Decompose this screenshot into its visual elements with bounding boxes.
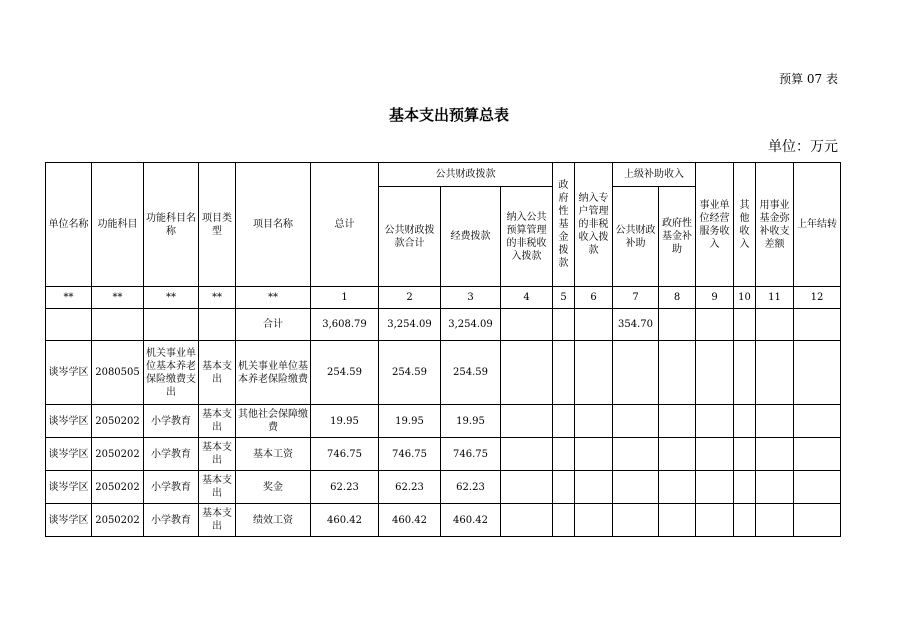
budget-table	[45, 162, 841, 537]
cell-item: 绩效工资	[236, 504, 311, 537]
cell-total: 460.42	[311, 504, 379, 537]
header-fund-balance: 用事业基金弥补收支差额	[756, 163, 794, 287]
header-gov-fund: 政府性基金拨款	[553, 163, 575, 287]
table-row	[46, 341, 841, 405]
cell-public-total: 19.95	[379, 405, 441, 438]
header-public-fiscal-total: 公共财政拨款合计	[379, 187, 441, 287]
header-nontax-budget: 纳入公共预算管理的非税收入拨款	[501, 187, 553, 287]
table-row	[46, 471, 841, 504]
header-unit-name: 单位名称	[46, 163, 92, 287]
header-total: 总计	[311, 163, 379, 287]
cell-type: 基本支出	[199, 471, 236, 504]
header-superior-fund: 政府性基金补助	[659, 187, 696, 287]
header-func-name: 功能科目名称	[144, 163, 199, 287]
cell-func-name: 机关事业单位基本养老保险缴费支出	[144, 341, 199, 405]
cell-code: 2080505	[92, 341, 144, 405]
cell-type: 基本支出	[199, 438, 236, 471]
index-cell: 8	[659, 287, 696, 309]
index-cell: 9	[696, 287, 734, 309]
header-funding: 经费拨款	[441, 187, 501, 287]
index-cell: 7	[613, 287, 659, 309]
index-cell: **	[92, 287, 144, 309]
cell-code: 2050202	[92, 504, 144, 537]
index-cell: 4	[501, 287, 553, 309]
header-superior-public: 公共财政补助	[613, 187, 659, 287]
header-carryover: 上年结转	[794, 163, 841, 287]
cell-funding: 460.42	[441, 504, 501, 537]
cell-unit: 谈岑学区	[46, 504, 92, 537]
header-other-income: 其他收入	[734, 163, 756, 287]
total-public-fiscal: 3,254.09	[379, 309, 441, 341]
index-cell: 10	[734, 287, 756, 309]
cell-type: 基本支出	[199, 504, 236, 537]
cell-code: 2050202	[92, 471, 144, 504]
cell-total: 746.75	[311, 438, 379, 471]
header-func-code: 功能科目	[92, 163, 144, 287]
cell-funding: 19.95	[441, 405, 501, 438]
form-number: 预算 07 表	[779, 72, 838, 86]
cell-func-name: 小学教育	[144, 471, 199, 504]
cell-unit: 谈岑学区	[46, 405, 92, 438]
cell-type: 基本支出	[199, 405, 236, 438]
cell-item: 机关事业单位基本养老保险缴费	[236, 341, 311, 405]
unit-label: 单位：万元	[768, 139, 838, 155]
header-superior-subsidy: 上级补助收入	[613, 163, 696, 187]
cell-public-total: 62.23	[379, 471, 441, 504]
table-row	[46, 405, 841, 438]
cell-public-total: 254.59	[379, 341, 441, 405]
total-superior-public: 354.70	[613, 309, 659, 341]
index-cell: **	[144, 287, 199, 309]
index-cell: 12	[794, 287, 841, 309]
header-business-income: 事业单位经营服务收入	[696, 163, 734, 287]
cell-funding: 62.23	[441, 471, 501, 504]
cell-unit: 谈岑学区	[46, 471, 92, 504]
index-cell: 3	[441, 287, 501, 309]
cell-unit: 谈岑学区	[46, 341, 92, 405]
cell-func-name: 小学教育	[144, 438, 199, 471]
cell-code: 2050202	[92, 405, 144, 438]
index-cell: 6	[575, 287, 613, 309]
cell-public-total: 746.75	[379, 438, 441, 471]
total-funding: 3,254.09	[441, 309, 501, 341]
index-cell: 11	[756, 287, 794, 309]
table-row	[46, 438, 841, 471]
cell-total: 62.23	[311, 471, 379, 504]
index-cell: **	[236, 287, 311, 309]
index-cell: 1	[311, 287, 379, 309]
cell-func-name: 小学教育	[144, 405, 199, 438]
index-cell: 2	[379, 287, 441, 309]
cell-type: 基本支出	[199, 341, 236, 405]
page-title: 基本支出预算总表	[388, 106, 509, 124]
cell-funding: 746.75	[441, 438, 501, 471]
total-total: 3,608.79	[311, 309, 379, 341]
total-label: 合计	[236, 309, 311, 341]
index-row	[46, 287, 841, 309]
cell-total: 19.95	[311, 405, 379, 438]
header-row-1	[46, 163, 841, 187]
cell-func-name: 小学教育	[144, 504, 199, 537]
cell-item: 其他社会保障缴费	[236, 405, 311, 438]
header-item-type: 项目类型	[199, 163, 236, 287]
cell-code: 2050202	[92, 438, 144, 471]
cell-unit: 谈岑学区	[46, 438, 92, 471]
total-row	[46, 309, 841, 341]
cell-item: 奖金	[236, 471, 311, 504]
cell-total: 254.59	[311, 341, 379, 405]
header-item-name: 项目名称	[236, 163, 311, 287]
index-cell: **	[199, 287, 236, 309]
cell-funding: 254.59	[441, 341, 501, 405]
table-row	[46, 504, 841, 537]
cell-item: 基本工资	[236, 438, 311, 471]
index-cell: 5	[553, 287, 575, 309]
header-public-fiscal: 公共财政拨款	[379, 163, 553, 187]
cell-public-total: 460.42	[379, 504, 441, 537]
index-cell: **	[46, 287, 92, 309]
header-special-nontax: 纳入专户管理的非税收入拨款	[575, 163, 613, 287]
